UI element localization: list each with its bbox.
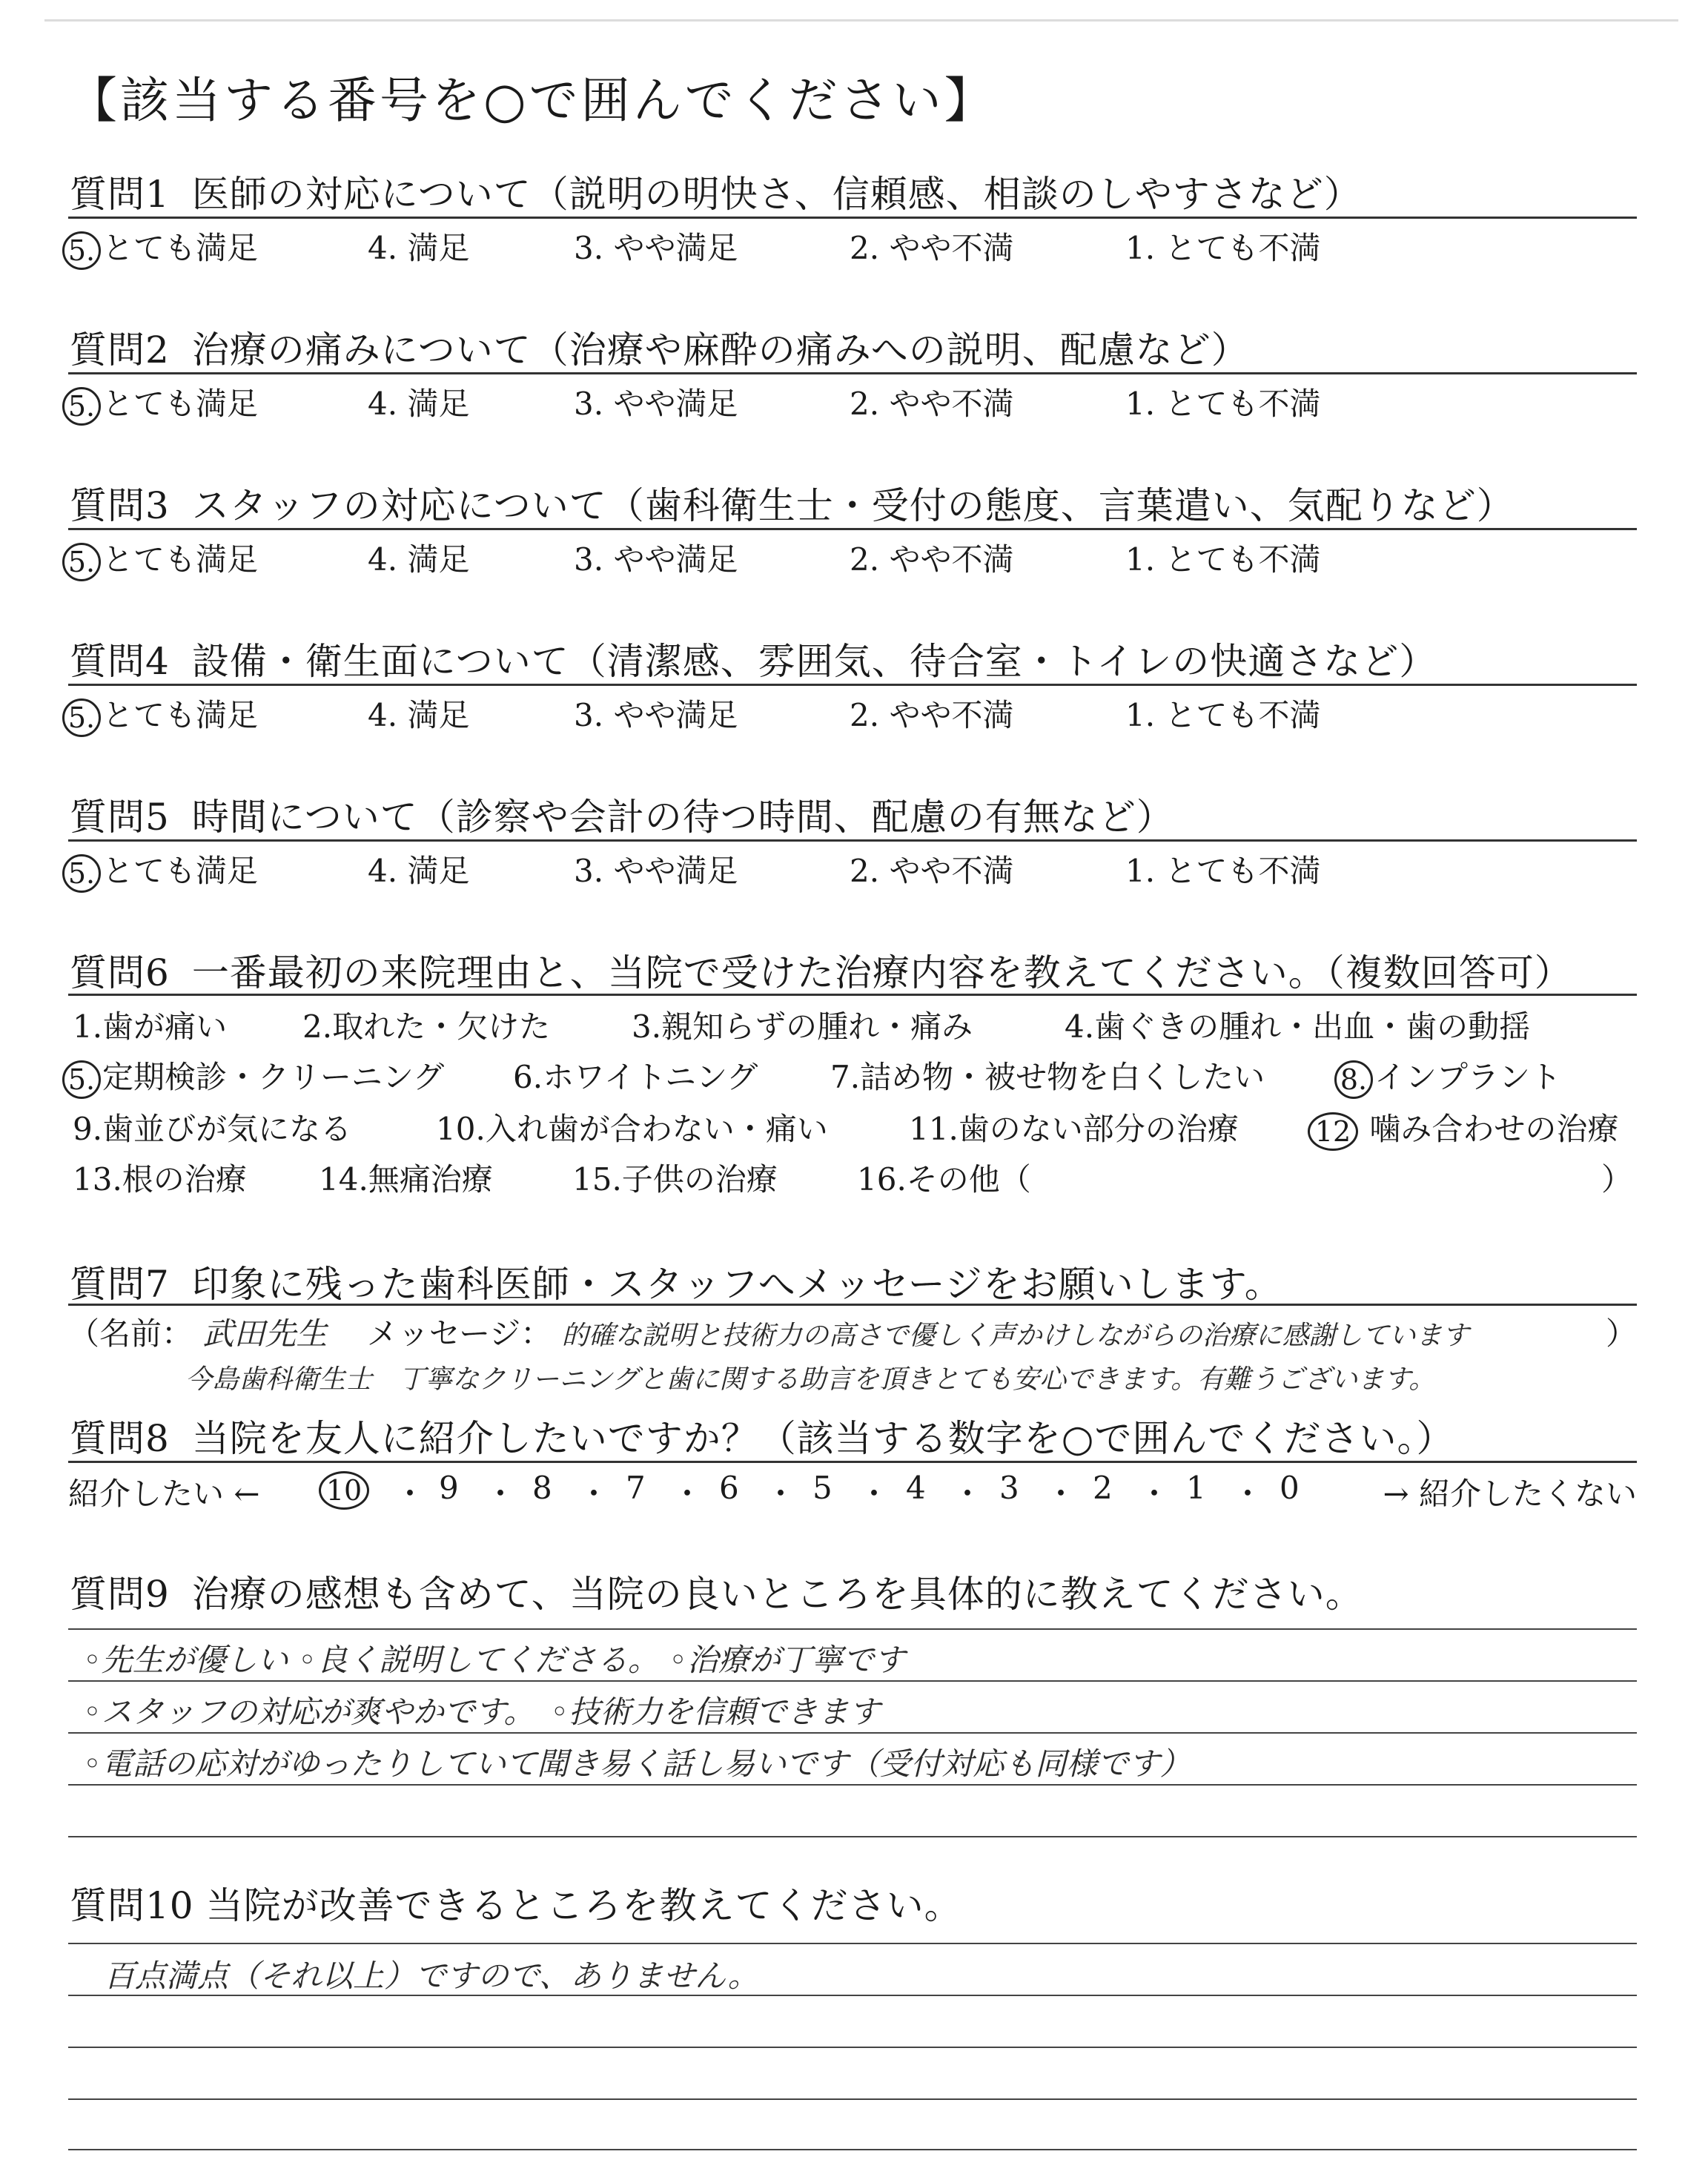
message-label: メッセージ： — [366, 1315, 552, 1352]
question-text: 治療の感想も含めて、当院の良いところを具体的に教えてください。 — [191, 1573, 1363, 1616]
option-1[interactable]: 1. とても不満 — [1125, 230, 1321, 266]
question-2-title — [70, 320, 1249, 374]
divider — [68, 1461, 1637, 1463]
reason-option-11[interactable]: 11.歯のない部分の治療 — [909, 1111, 1239, 1147]
scale-option-5[interactable]: 5 — [812, 1470, 833, 1506]
question-1-options — [62, 224, 1637, 268]
question-3-options — [62, 535, 1637, 580]
answer-text-3: ◦電話の応対がゆったりしていて聞き易く話し易いです（受付対応も同様です） — [83, 1745, 1191, 1782]
option-4[interactable]: 4. 満足 — [368, 386, 470, 422]
question-6-title — [70, 943, 1572, 997]
circled-answer-mark: 10 — [319, 1471, 369, 1510]
circled-answer-mark: 5. — [62, 387, 101, 426]
divider — [68, 528, 1637, 530]
question-number: 質問3 — [70, 484, 170, 527]
reason-option-7[interactable]: 7.詰め物・被せ物を白くしたい — [830, 1059, 1265, 1095]
question-1-title — [70, 165, 1362, 218]
question-text: 医師の対応について（説明の明快さ、信頼感、相談のしやすさなど） — [191, 173, 1362, 216]
option-1[interactable]: 1. とても不満 — [1125, 853, 1321, 889]
option-4[interactable]: 4. 満足 — [368, 697, 470, 733]
scale-option-9[interactable]: 9 — [439, 1470, 459, 1506]
option-2[interactable]: 2. やや不満 — [850, 697, 1014, 733]
question-6-row-1 — [62, 1003, 1637, 1047]
scale-option-3[interactable]: 3 — [999, 1470, 1019, 1506]
handwritten-name: 武田先生 — [202, 1315, 328, 1352]
option-1[interactable]: 1. とても不満 — [1125, 541, 1321, 578]
circled-answer-mark: 5. — [62, 231, 101, 270]
option-5[interactable]: 5. とても満足 — [62, 380, 258, 426]
question-text: 設備・衛生面について（清潔感、雰囲気、待合室・トイレの快適さなど） — [191, 640, 1437, 683]
question-number: 質問7 — [70, 1263, 170, 1306]
scale-right-label: → 紹介したくない — [1383, 1476, 1637, 1512]
answer-line — [68, 1732, 1637, 1734]
scale-option-8[interactable]: 8 — [532, 1470, 552, 1506]
question-number: 質問2 — [70, 328, 170, 371]
option-3[interactable]: 3. やや満足 — [574, 697, 738, 733]
question-text: 当院を友人に紹介したいですか？（該当する数字を○で囲んでください。） — [191, 1417, 1454, 1460]
answer-line — [68, 1784, 1637, 1786]
scale-option-2[interactable]: 2 — [1093, 1470, 1113, 1506]
answer-line — [68, 1995, 1637, 1996]
answer-text-1: 百点満点（それ以上）ですので、ありません。 — [104, 1958, 759, 1994]
option-2[interactable]: 2. やや不満 — [850, 853, 1014, 889]
option-1[interactable]: 1. とても不満 — [1125, 697, 1321, 733]
message-close-paren: ） — [1605, 1315, 1637, 1352]
question-number: 質問9 — [70, 1573, 170, 1616]
question-text: スタッフの対応について（歯科衛生士・受付の態度、言葉遣い、気配りなど） — [191, 484, 1515, 527]
answer-line — [68, 2149, 1637, 2150]
answer-line — [68, 1943, 1637, 1944]
handwritten-message: 的確な説明と技術力の高さで優しく声かけしながらの治療に感謝しています — [561, 1321, 1469, 1351]
top-divider — [44, 19, 1678, 22]
option-2[interactable]: 2. やや不満 — [850, 386, 1014, 422]
option-1[interactable]: 1. とても不満 — [1125, 386, 1321, 422]
question-5-options — [62, 847, 1637, 891]
option-4[interactable]: 4. 満足 — [368, 853, 470, 889]
question-8-title — [70, 1409, 1454, 1462]
answer-text-2: ◦スタッフの対応が爽やかです。 ◦技術力を信頼できます — [83, 1694, 881, 1730]
form-header: 【該当する番号を○で囲んでください】 — [68, 72, 996, 129]
answer-line — [68, 1836, 1637, 1837]
reason-option-6[interactable]: 6.ホワイトニング — [513, 1059, 758, 1095]
other-close-paren: ） — [1601, 1161, 1633, 1198]
question-text: 治療の痛みについて（治療や麻酔の痛みへの説明、配慮など） — [191, 328, 1249, 371]
circled-answer-mark: 5. — [62, 854, 101, 893]
question-text: 一番最初の来院理由と、当院で受けた治療内容を教えてください。（複数回答可） — [191, 951, 1572, 994]
circled-answer-mark: 5. — [62, 1060, 101, 1099]
message-line-1 — [68, 1309, 1637, 1354]
reason-option-10[interactable]: 10.入れ歯が合わない・痛い — [436, 1111, 828, 1147]
reason-option-4[interactable]: 4.歯ぐきの腫れ・出血・歯の動揺 — [1065, 1008, 1531, 1045]
reason-option-1[interactable]: 1.歯が痛い — [73, 1008, 228, 1045]
question-6-row-3 — [62, 1105, 1637, 1149]
answer-line — [68, 2098, 1637, 2100]
answer-line — [68, 2047, 1637, 2048]
reason-option-9[interactable]: 9.歯並びが気になる — [73, 1111, 352, 1147]
question-3-title — [70, 476, 1515, 529]
question-9-title — [70, 1565, 1363, 1618]
option-2[interactable]: 2. やや不満 — [850, 230, 1014, 266]
question-5-title — [70, 787, 1174, 841]
scale-left-label: 紹介したい ← — [68, 1476, 260, 1512]
option-5[interactable]: 5. とても満足 — [62, 691, 258, 737]
reason-option-14[interactable]: 14.無痛治療 — [319, 1161, 493, 1198]
recommend-scale: 紹介したい ← 10 ・ 9 ・ 8 ・ 7 ・ 6 ・ 5 ・ 4 ・ 3 ・ 2 ・ 1 ・ 0 → 紹介したくない — [68, 1470, 1637, 1514]
question-4-options — [62, 691, 1637, 736]
reason-option-13[interactable]: 13.根の治療 — [73, 1161, 247, 1198]
option-2[interactable]: 2. やや不満 — [850, 541, 1014, 578]
divider — [68, 994, 1637, 996]
scale-option-0[interactable]: 0 — [1280, 1470, 1300, 1506]
circled-answer-mark: 5. — [62, 543, 101, 581]
reason-option-12[interactable]: 12 噛み合わせの治療 — [1308, 1105, 1618, 1151]
option-5[interactable]: 5. とても満足 — [62, 847, 258, 893]
question-2-options — [62, 380, 1637, 424]
message-line-2: 今島歯科衛生士 丁寧なクリーニングと歯に関する助言を頂きとても安心できます。有難うございます。 — [185, 1364, 1436, 1395]
scale-option-10[interactable] — [319, 1470, 371, 1510]
name-label: （名前： — [68, 1315, 193, 1352]
reason-option-16[interactable]: 16.その他（ — [857, 1161, 1031, 1198]
question-number: 質問10 — [70, 1884, 194, 1927]
scale-option-1[interactable]: 1 — [1186, 1470, 1206, 1506]
question-number: 質問5 — [70, 796, 170, 839]
reason-option-5[interactable]: 5. 定期検診・クリーニング — [62, 1053, 444, 1099]
question-4-title — [70, 632, 1437, 685]
question-number: 質問4 — [70, 640, 170, 683]
question-text: 当院が改善できるところを教えてください。 — [205, 1884, 962, 1927]
question-number: 質問6 — [70, 951, 170, 994]
option-3[interactable]: 3. やや満足 — [574, 230, 738, 266]
reason-option-2[interactable]: 2.取れた・欠けた — [302, 1008, 551, 1045]
circled-answer-mark: 8. — [1334, 1060, 1373, 1099]
question-number: 質問1 — [70, 173, 170, 216]
circled-answer-mark: 5. — [62, 698, 101, 737]
answer-line — [68, 1628, 1637, 1630]
question-7-title — [70, 1255, 1282, 1308]
question-number: 質問8 — [70, 1417, 170, 1460]
question-10-title — [70, 1876, 962, 1929]
option-5[interactable]: 5. とても満足 — [62, 535, 258, 581]
scale-option-6[interactable]: 6 — [719, 1470, 739, 1506]
question-6-row-4 — [62, 1155, 1637, 1200]
reason-option-8[interactable]: 8. インプラント — [1334, 1053, 1561, 1099]
reason-option-15[interactable]: 15.子供の治療 — [572, 1161, 778, 1198]
answer-text-1: ◦先生が優しい ◦良く説明してくださる。 ◦治療が丁寧です — [83, 1642, 906, 1678]
question-6-row-2 — [62, 1053, 1637, 1097]
divider — [68, 839, 1637, 842]
option-3[interactable]: 3. やや満足 — [574, 386, 738, 422]
option-4[interactable]: 4. 満足 — [368, 541, 470, 578]
circled-answer-mark: 12 — [1308, 1112, 1358, 1151]
scale-option-7[interactable]: 7 — [626, 1470, 646, 1506]
question-text: 時間について（診察や会計の待つ時間、配慮の有無など） — [191, 796, 1174, 839]
divider — [68, 1304, 1637, 1306]
divider — [68, 684, 1637, 686]
option-4[interactable]: 4. 満足 — [368, 230, 470, 266]
scale-option-4[interactable]: 4 — [906, 1470, 926, 1506]
divider — [68, 372, 1637, 374]
option-5[interactable]: 5. とても満足 — [62, 224, 258, 270]
reason-option-3[interactable]: 3.親知らずの腫れ・痛み — [632, 1008, 973, 1045]
divider — [68, 217, 1637, 219]
option-3[interactable]: 3. やや満足 — [574, 853, 738, 889]
answer-line — [68, 1680, 1637, 1682]
option-3[interactable]: 3. やや満足 — [574, 541, 738, 578]
question-text: 印象に残った歯科医師・スタッフへメッセージをお願いします。 — [191, 1263, 1282, 1306]
